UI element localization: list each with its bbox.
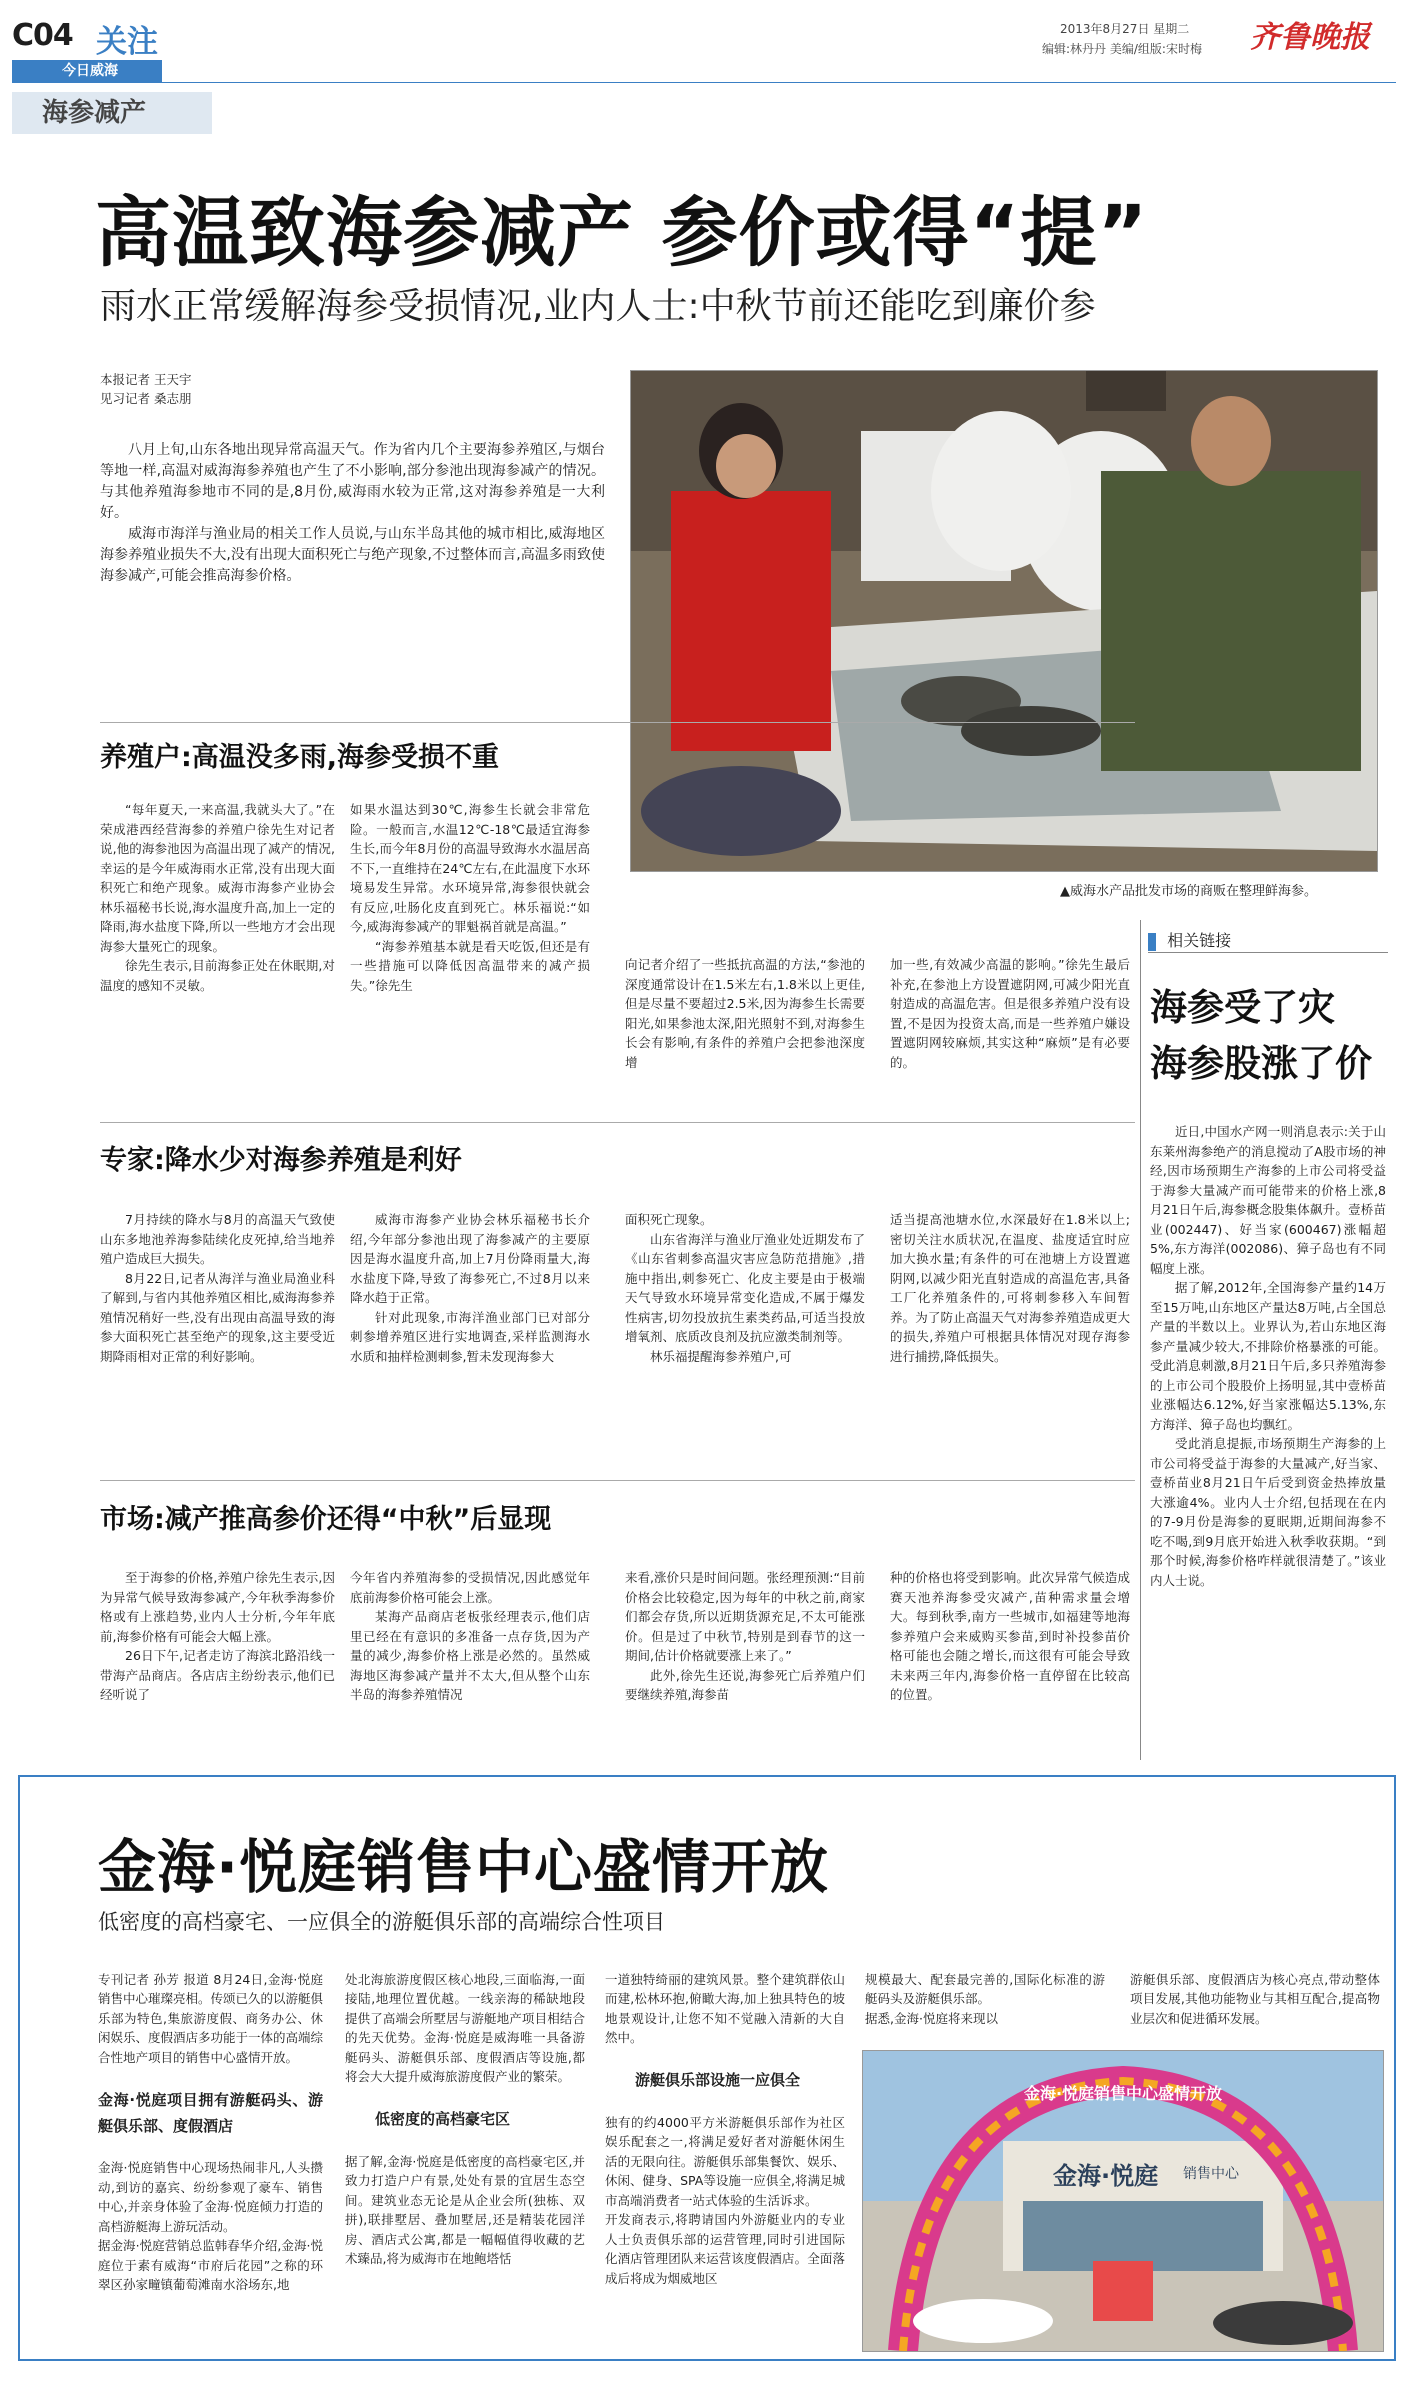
masthead-logo: 齐鲁晚报: [1250, 20, 1370, 55]
headline: 高温致海参减产 参价或得“提”: [95, 188, 1149, 277]
paragraph: 某海产品商店老板张经理表示,他们店里已经在有意识的多准备一点存货,因为产量的减少,海参价格上涨是必然的。虽然威海地区海参减产量并不太大,但从整个山东半岛的海参养殖情况: [350, 1609, 590, 1702]
sidebar-title-line: 海参股涨了价: [1150, 1042, 1372, 1085]
ad-subhead: 低密度的高档豪宅区: [375, 2110, 511, 2128]
ad-paragraph: 独有的约4000平方米游艇俱乐部作为社区娱乐配套之一,将满足爱好者对游艇休闲生活的无限向往。游艇俱乐部集餐饮、娱乐、休闲、健身、SPA等设施一应俱全,将满足城市高端消费者一站式体验的生活诉求。 开发商表示,将聘请国内外游艇业内的专业人士负责俱乐部的运营管理,同时引进国际化酒店管理团队来运营该度假酒店。全面落成后将成为烟威地区: [605, 2114, 845, 2286]
byline-reporter: 本报记者 王天宇: [100, 372, 192, 387]
paragraph: 今年省内养殖海参的受损情况,因此感觉年底前海参价格可能会上涨。: [350, 1570, 590, 1605]
ad-paragraph: 一道独特绮丽的建筑风景。整个建筑群依山而建,松林环抱,俯瞰大海,加上独具特色的坡地景观设计,让您不知不觉融入清新的大自然中。: [605, 1971, 845, 2045]
intro-paragraph: 八月上旬,山东各地出现异常高温天气。作为省内几个主要海参养殖区,与烟台等地一样,高温对威海海参养殖也产生了不小影响,部分参池出现海参减产的情况。与其他养殖海参地市不同的是,8月份,威海雨水较为正常,这对海参养殖是一大利好。: [100, 442, 605, 521]
paragraph: 向记者介绍了一些抵抗高温的方法,“参池的深度通常设计在1.5米左右,1.8米以上更佳,但是尽量不要超过2.5米,因为海参生长需要阳光,如果参池太深,阳光照射不到,对海参生长会有影响,有条件的养殖户会把参池深度增: [625, 957, 865, 1070]
paragraph: 26日下午,记者走访了海滨北路沿线一带海产品商店。各店店主纷纷表示,他们已经听说了: [100, 1648, 335, 1702]
paragraph: “每年夏天,一来高温,我就头大了。”在荣成港西经营海参的养殖户徐先生对记者说,他的海参池因为高温出现了减产的情况,幸运的是今年威海雨水正常,没有出现大面积死亡和绝产现象。威海市海参产业协会林乐福秘书长说,海水温度升高,加上一定的降雨,海水盐度下降,所以一些地方才会出现海参大量死亡的现象。: [100, 802, 335, 954]
ad-intro: 专刊记者 孙芳 报道 8月24日,金海·悦庭销售中心璀璨亮相。传颂已久的以游艇俱乐部为特色,集旅游度假、商务办公、休闲娱乐、度假酒店多功能于一体的高端综合性地产项目的销售中心盛情开放。: [98, 1971, 324, 2065]
section3-col1: [100, 1568, 335, 1705]
section1-col2: [350, 800, 590, 995]
paragraph: 加一些,有效减少高温的影响。”徐先生最后补充,在参池上方设置遮阴网,可减少阳光直射造成的高温危害。但是很多养殖户没有设置,不是因为投资太高,而是一些养殖户嫌设置遮阴网较麻烦,其实这种“麻烦”是有必要的。: [890, 957, 1130, 1070]
section3-col2: [350, 1568, 590, 1705]
section2-col3: [625, 1210, 865, 1366]
ad-col5: [1130, 1950, 1380, 2048]
building-sign-small: 销售中心: [1183, 2166, 1239, 2182]
section-name: 关注: [96, 24, 158, 60]
sales-center-photo: [862, 2050, 1384, 2352]
ad-subtitle: 低密度的高档豪宅、一应俱全的游艇俱乐部的高端综合性项目: [98, 1910, 665, 1934]
paragraph: 山东省海洋与渔业厅渔业处近期发布了《山东省刺参高温灾害应急防范措施》,措施中指出,刺参死亡、化皮主要是由于极端天气导致水环境异常变化造成,不属于爆发性病害,切勿投放抗生素类药品,可适当投放增氧剂、底质改良剂及抗应激类制剂等。: [625, 1231, 865, 1344]
sidebar-label: 相关链接: [1167, 931, 1232, 950]
ad-paragraph: 规模最大、配套最完善的,国际化标准的游艇码头及游艇俱乐部。 据悉,金海·悦庭将来现以: [865, 1971, 1105, 2026]
paragraph: 近日,中国水产网一则消息表示:关于山东莱州海参绝产的消息搅动了A股市场的神经,因市场预期生产海参的上市公司将受益于海参大量减产而可能带来的价格上涨,8月21日午后,海参概念股集体飙升。壹桥苗业(002447)、好当家(600467)涨幅超5%,东方海洋(002086)、獐子岛也有不同幅度上涨。: [1150, 1124, 1386, 1276]
byline-intern: 见习记者 桑志朋: [100, 391, 192, 406]
paragraph: 适当提高池塘水位,水深最好在1.8米以上;密切关注水质状况,在温度、盐度适宜时应加大换水量;有条件的可在池塘上方设置遮阴网,以减少阳光直射造成的高温危害,具备工厂化养殖条件的,可将刺参移入车间暂养。为了防止高温天气对海参养殖造成更大的损失,养殖户可根据具体情况对现存海参进行捕捞,降低损失。: [890, 1212, 1130, 1364]
topic-tag: 海参减产: [12, 92, 212, 134]
section2-col4: [890, 1210, 1130, 1366]
ad-title: 金海·悦庭销售中心盛情开放: [98, 1833, 830, 1901]
label-marker-icon: [1148, 933, 1156, 951]
paragraph: 种的价格也将受到影响。此次异常气候造成赛天池养海参受灾减产,苗种需求量会增大。每到秋季,南方一些城市,如福建等地海参养殖户会来威购买参苗,到时补投参苗价格可能也会随之增长,而这很有可能会导致未来两三年内,海参价格一直停留在比较高的位置。: [890, 1570, 1130, 1702]
sidebar-label-bar: [1148, 928, 1388, 953]
paragraph: “海参养殖基本就是看天吃饭,但还是有一些措施可以降低因高温带来的减产损失。”徐先生: [350, 938, 590, 993]
section1-title: 养殖户:高温没多雨,海参受损不重: [100, 742, 500, 773]
photo-caption: ▲威海水产品批发市场的商贩在整理鲜海参。: [1060, 884, 1317, 899]
sub-section-bar: 今日威海: [12, 60, 162, 82]
paragraph: 至于海参的价格,养殖户徐先生表示,因为异常气候导致海参减产,今年秋季海参价格或有上涨趋势,业内人士分析,今年年底前,海参价格有可能会大幅上涨。: [100, 1570, 335, 1644]
ad-col3: [605, 1950, 845, 2308]
section2-col1: [100, 1210, 335, 1366]
photo-illustration: [631, 371, 1377, 871]
article-intro: [100, 440, 605, 587]
paragraph: 来看,涨价只是时间问题。张经理预测:“目前价格会比较稳定,因为每年的中秋之前,商家们都会存货,所以近期货源充足,不太可能涨价。但是过了中秋节,特别是到春节的这一期间,估计价格就要涨上来了。”: [625, 1570, 865, 1663]
building-sign: 金海·悦庭: [1053, 2162, 1159, 2190]
ad-paragraph: 金海·悦庭销售中心现场热闹非凡,人头攒动,到访的嘉宾、纷纷参观了豪车、销售中心,并亲身体验了金海·悦庭倾力打造的高档游艇海上游玩活动。 据金海·悦庭营销总监韩春华介绍,金海·悦庭位于素有威海“市府后花园”之称的环翠区孙家疃镇葡萄滩南水浴场东,地: [98, 2160, 323, 2292]
intro-paragraph: 威海市海洋与渔业局的相关工作人员说,与山东半岛其他的城市相比,威海地区海参养殖业损失不大,没有出现大面积死亡与绝产现象,不过整体而言,高温多雨致使海参减产,可能会推高海参价格。: [100, 526, 605, 584]
paragraph: 8月22日,记者从海洋与渔业局渔业科了解到,与省内其他养殖区相比,威海海参养殖情况稍好一些,没有出现由高温导致的海参大面积死亡甚至绝产的现象,这主要受近期降雨相对正常的利好影响。: [100, 1270, 335, 1364]
section2-rule: [100, 1122, 1135, 1123]
sidebar-title-line: 海参受了灾: [1150, 986, 1335, 1029]
section3-rule: [100, 1480, 1135, 1481]
ad-col4: [865, 1950, 1105, 2048]
date-line: 2013年8月27日 星期二: [1060, 22, 1190, 36]
paragraph: 受此消息提振,市场预期生产海参的上市公司将受益于海参的大量减产,好当家、壹桥苗业8月21日午后受到资金热捧放量大涨逾4%。业内人士介绍,包括现在在内的7-9月份是海参的夏眠期,近期间海参不吃不喝,到9月底开始进入秋季收获期。“到那个时候,海参价格咋样就很清楚了。”该业内人士说。: [1150, 1436, 1386, 1588]
section2-title: 专家:降水少对海参养殖是利好: [100, 1145, 462, 1176]
paragraph: 林乐福提醒海参养殖户,可: [650, 1348, 792, 1364]
paragraph: 此外,徐先生还说,海参死亡后养殖户们要继续养殖,海参苗: [625, 1667, 865, 1702]
section2-col2: [350, 1210, 590, 1366]
paragraph: 徐先生表示,目前海参正处在休眠期,对温度的感知不灵敏。: [100, 958, 335, 993]
sidebar-divider: [1140, 920, 1141, 1760]
ad-subhead: 金海·悦庭项目拥有游艇码头、游艇俱乐部、度假酒店: [98, 2090, 323, 2135]
paragraph: 威海市海参产业协会林乐福秘书长介绍,今年部分参池出现了海参减产的主要原因是海水温度升高,加上7月份降雨量大,海水盐度下降,导致了海参死亡,不过8月以来降水趋于正常。: [350, 1212, 590, 1305]
ad-paragraph: 游艇俱乐部、度假酒店为核心亮点,带动整体项目发展,其他功能物业与其相互配合,提高物业层次和促进循环发展。: [1130, 1971, 1380, 2026]
ad-paragraph: 据了解,金海·悦庭是低密度的高档豪宅区,并致力打造户户有景,处处有景的宜居生态空间。建筑业态无论是从企业会所(独栋、双拼),联排墅居、叠加墅居,还是精装花园洋房、酒店式公寓,都是一幅幅值得收藏的艺术臻品,将为威海市在地鲍塔恬: [345, 2153, 585, 2266]
section1-col1: [100, 800, 335, 995]
ad-paragraph: 处北海旅游度假区核心地段,三面临海,一面接陆,地理位置优越。一线亲海的稀缺地段提供了高端会所墅居与游艇地产项目相结合的先天优势。金海·悦庭是威海唯一具备游艇码头、游艇俱乐部、度假酒店等设施,都将会大大提升威海旅游度假产业的繁荣。: [345, 1971, 585, 2084]
ad-col1: [98, 1950, 323, 2314]
seafood-market-photo: [630, 370, 1378, 872]
sidebar-body: [1150, 1122, 1386, 1590]
subheadline: 雨水正常缓解海参受损情况,业内人士:中秋节前还能吃到廉价参: [100, 286, 1096, 327]
paragraph: 针对此现象,市海洋渔业部门已对部分刺参增养殖区进行实地调查,采样监测海水水质和抽样检测刺参,暂未发现海参大: [350, 1309, 590, 1364]
paragraph: 面积死亡现象。: [625, 1212, 713, 1227]
section3-title: 市场:减产推高参价还得“中秋”后显现: [100, 1504, 552, 1535]
section1-col4: [890, 955, 1130, 1072]
ad-subhead: 游艇俱乐部设施一应俱全: [635, 2071, 801, 2089]
section3-col3: [625, 1568, 865, 1705]
paragraph: 据了解,2012年,全国海参产量约14万至15万吨,山东地区产量达8万吨,占全国总产量的半数以上。业界认为,若山东地区海参产量减少较大,不排除价格暴涨的可能。受此消息刺激,8月21日午后,多只养殖海参的上市公司个股股价上扬明显,其中壹桥苗业涨幅达6.12%,好当家涨幅达5.13%,东方海洋、獐子岛也均飘红。: [1150, 1280, 1386, 1432]
ad-col2: [345, 1950, 585, 2288]
section1-rule: [100, 722, 1135, 723]
editor-line: 编辑:林丹丹 美编/组版:宋时梅: [1042, 42, 1202, 56]
paragraph: 如果水温达到30℃,海参生长就会非常危险。一般而言,水温12℃-18℃最适宜海参生长,而今年8月份的高温导致海水水温居高不下,一直维持在24℃左右,在此温度下水环境易发生异常。水环境异常,海参很快就会有反应,吐肠化皮直到死亡。林乐福说:“如今,威海海参减产的罪魁祸首就是高温。”: [350, 802, 590, 934]
section-code: C04: [12, 18, 73, 53]
section3-col4: [890, 1568, 1130, 1705]
sidebar-title: [1150, 980, 1372, 1092]
section1-col3: [625, 955, 865, 1072]
paragraph: 7月持续的降水与8月的高温天气致使山东多地池养海参陆续化皮死掉,给当地养殖户造成巨大损失。: [100, 1212, 335, 1266]
arch-sign: 金海·悦庭销售中心盛情开放: [1023, 2084, 1223, 2103]
header-rule: [12, 82, 1396, 83]
